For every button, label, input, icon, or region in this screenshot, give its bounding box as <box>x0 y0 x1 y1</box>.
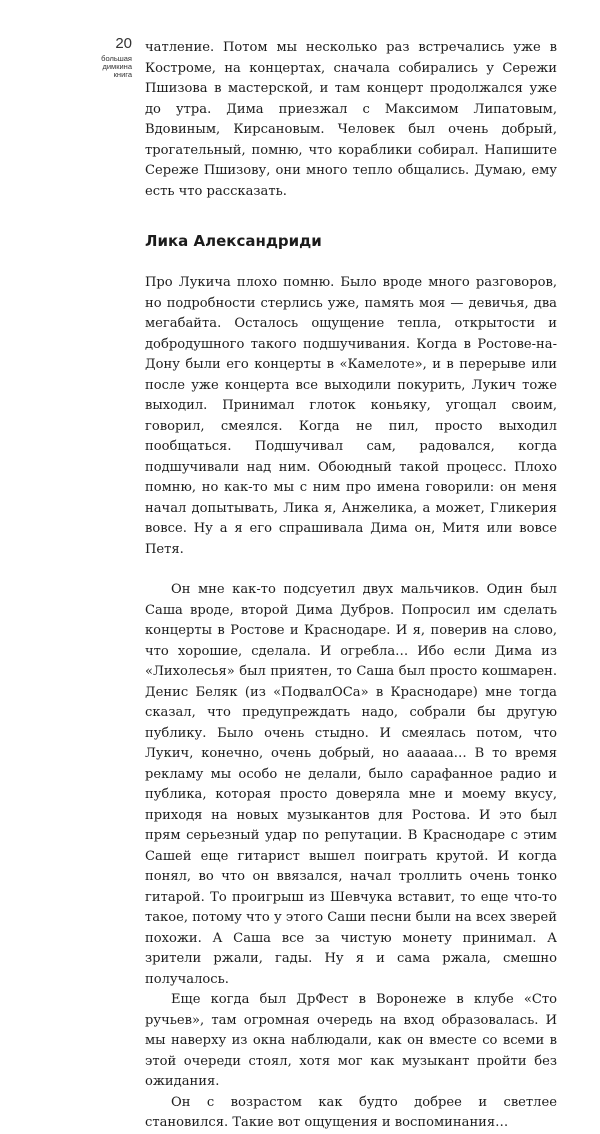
body-paragraph: Он с возрастом как будто добрее и светлее становился. Такие вот ощущения и воспоминания… <box>145 1094 557 1130</box>
paragraph-gap <box>145 560 557 580</box>
page-margin <box>86 36 132 79</box>
running-head <box>86 55 132 79</box>
body-paragraph: Еще когда был ДрФест в Воронеже в клубе «Сто ручьев», там огромная очередь на вход образовалась. И мы наверху из окна наблюдали, как он вместе со всеми в этой очереди стоял, хотя мог как музыкант пройти без ожидания. <box>145 992 557 1089</box>
body-paragraph: Про Лукича плохо помню. Было вроде много разговоров, но подробности стерлись уже, память моя — девичья, два мегабайта. Осталось ощущение тепла, открытости и добродушного такого подшучивания. Когда в Ростове-на-Дону были его концерты в «Камелоте», и в перерыве или после уже концерта все выходили покурить, Лукич тоже выходил. Принимал глоток коньяку, угощал своим, говорил, смеялся. Когда не пил, просто выходил пообщаться. Подшучивал сам, радовался, когда подшучивали над ним. Обоюдный такой процесс. Плохо помню, но как-то мы с ним про имена говорили: он меня начал допытывать, Лика я, Анжелика, а может, Гликерия вовсе. Ну а я его спрашивала Дима он, Митя или вовсе Петя. <box>145 275 557 557</box>
running-head-line: большая <box>101 54 132 63</box>
body-paragraph: Он мне как-то подсуетил двух мальчиков. Один был Саша вроде, второй Дима Дубров. Попросил им сделать концерты в Ростове и Краснодаре. И я, поверив на слово, что хорошие, сделала. И огребла… Ибо если Дима из «Лихолесья» был приятен, то Саша был просто кошмарен. Денис Беляк (из «ПодвалОСа» в Краснодаре) мне тогда сказал, что предупреждать надо, собрали бы другую публику. Было очень стыдно. И смеялась потом, что Лукич, конечно, очень добрый, но аааааа… В то время рекламу мы особо не делали, было сарафанное радио и публика, которая просто доверяла мне и моему вкусу, приходя на новых музыкантов для Ростова. И это был прям серьезный удар по репутации. В Краснодаре с этим Сашей еще гитарист вышел поиграть крутой. И когда понял, во что он ввязался, начал троллить очень тонко гитарой. То проигрыш из Шевчука вставит, то еще что-то такое, потому что у этого Саши песни были на всех зверей похожи. А Саша все за чистую монету принимал. А зрители ржали, гады. Ну я и сама ржала, смешно получалось. <box>145 582 557 987</box>
intro-paragraph: чатление. Потом мы несколько раз встречались уже в Костроме, на концертах, сначала собирались у Сережи Пшизова в мастерской, и там концерт продолжался уже до утра. Дима приезжал с Максимом Липатовым, Вдовиным, Кирсановым. Человек был очень добрый, трогательный, помню, что кораблики собирал. Напишите Сереже Пшизову, они много тепло общались. Думаю, ему есть что рассказать. <box>145 40 557 199</box>
running-head-line: книга <box>113 70 132 79</box>
page-number: 20 <box>115 35 132 52</box>
page-body <box>145 38 557 1134</box>
section-heading: Лика Александриди <box>145 232 322 250</box>
running-head-line: димкина <box>102 62 132 71</box>
